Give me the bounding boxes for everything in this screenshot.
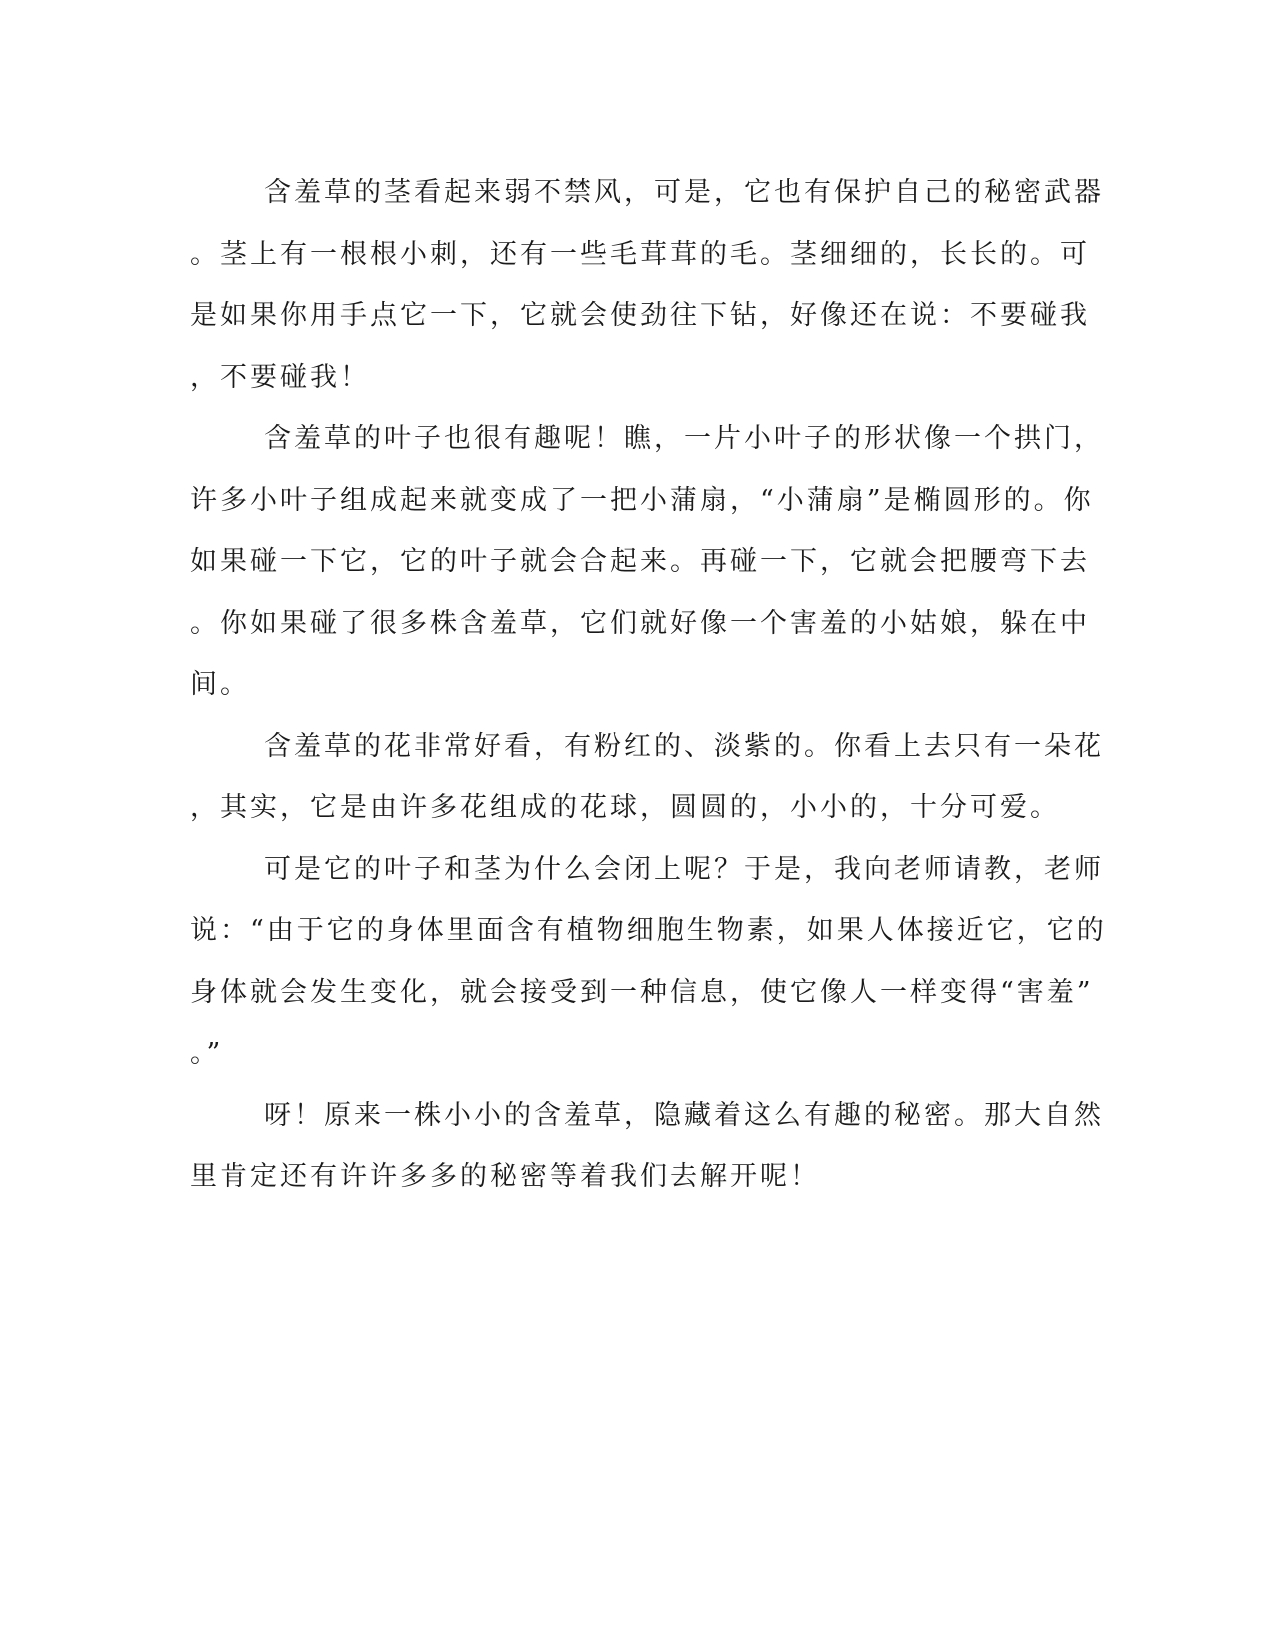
text-line: 可是它的叶子和茎为什么会闭上呢？于是，我向老师请教，老师	[264, 853, 1104, 885]
text-line: 。你如果碰了很多株含羞草，它们就好像一个害羞的小姑娘，躲在中	[190, 607, 1090, 639]
text-line: 如果碰一下它，它的叶子就会合起来。再碰一下，它就会把腰弯下去	[190, 546, 1090, 577]
text-line: 是如果你用手点它一下，它就会使劲往下钻，好像还在说：不要碰我	[190, 300, 1090, 331]
text-line: 许多小叶子组成起来就变成了一把小蒲扇，“小蒲扇”是椭圆形的。你	[190, 484, 1094, 516]
text-line: ，不要碰我！	[190, 361, 370, 393]
text-line: ，其实，它是由许多花组成的花球，圆圆的，小小的，十分可爱。	[190, 792, 1060, 823]
paragraph-flowers	[190, 716, 1104, 839]
text-line: 含羞草的茎看起来弱不禁风，可是，它也有保护自己的秘密武器	[264, 177, 1104, 208]
essay-body	[190, 162, 1107, 1208]
text-line: 身体就会发生变化，就会接受到一种信息，使它像人一样变得“害羞”	[190, 976, 1094, 1008]
text-line: 间。	[190, 669, 250, 700]
text-line: 说：“由于它的身体里面含有植物细胞生物素，如果人体接近它，它的	[190, 915, 1107, 946]
text-line: 。”	[190, 1038, 224, 1069]
text-line: 含羞草的花非常好看，有粉红的、淡紫的。你看上去只有一朵花	[264, 730, 1104, 762]
text-line: 呀！原来一株小小的含羞草，隐藏着这么有趣的秘密。那大自然	[264, 1099, 1104, 1131]
paragraph-conclusion	[190, 1085, 1104, 1208]
paragraph-explanation	[190, 839, 1107, 1085]
text-line: 。茎上有一根根小刺，还有一些毛茸茸的毛。茎细细的，长长的。可	[190, 238, 1090, 270]
paragraph-leaves	[190, 408, 1104, 716]
text-line: 含羞草的叶子也很有趣呢！瞧，一片小叶子的形状像一个拱门，	[264, 423, 1104, 454]
text-line: 里肯定还有许许多多的秘密等着我们去解开呢！	[190, 1161, 820, 1192]
paragraph-stem	[190, 162, 1104, 408]
